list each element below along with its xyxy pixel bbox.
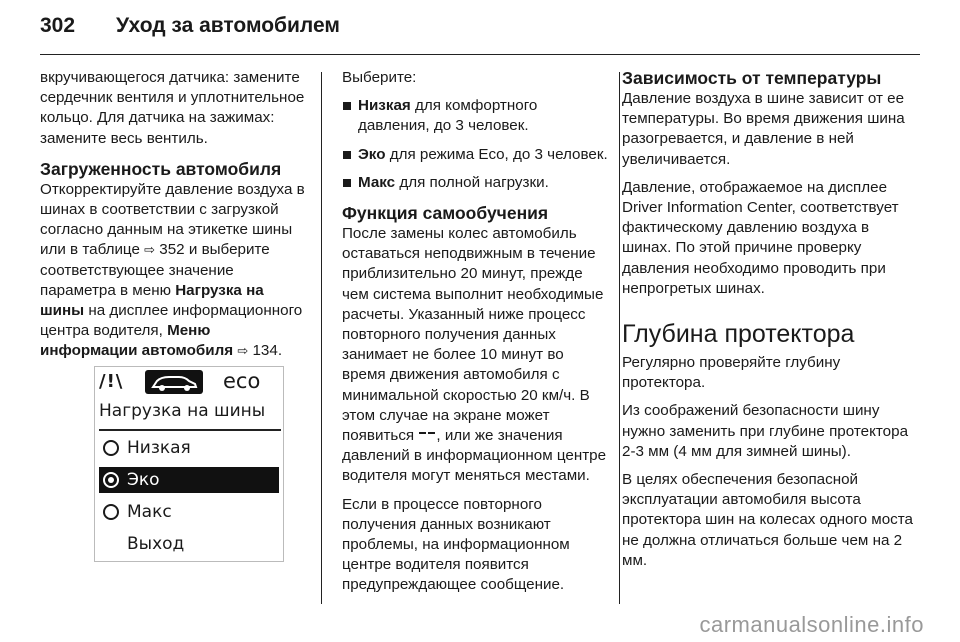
page-reference: 352 bbox=[159, 241, 185, 259]
paragraph: Из соображений безопасности шину нужно заменить при глубине протектора 2-3 мм (4 мм для зимней шины). bbox=[622, 402, 909, 460]
display-divider bbox=[99, 429, 281, 431]
reference-arrow-icon: ⇨ bbox=[237, 343, 249, 359]
list-item: Макс для полной нагрузки. bbox=[342, 173, 610, 193]
paragraph: Выберите: bbox=[342, 69, 417, 86]
dash-dash-symbol bbox=[418, 427, 436, 444]
display-title: Нагрузка на шины bbox=[99, 401, 266, 421]
section-heading-learn: Функция самообучения bbox=[342, 203, 549, 224]
display-illustration bbox=[94, 366, 284, 562]
warning-icon: /!\ bbox=[99, 371, 124, 392]
page-reference: 134. bbox=[252, 342, 283, 360]
display-option-eco: Эко bbox=[99, 467, 279, 493]
menu-name: Нагрузка на шины bbox=[40, 281, 264, 320]
radio-icon bbox=[103, 440, 119, 456]
display-option-max: Макс bbox=[99, 499, 279, 525]
paragraph: Откорректируйте давление воздуха в шинах в соответствии с загрузкой согласно данным на этикетке шины или в таблице ⇨ 352 и выберите соответствующее значение параметра в меню Нагрузка на шины на дисплее информационного центра водителя, Меню информации автомобиля ⇨ 134. bbox=[40, 180, 305, 360]
section-heading-temperature: Зависимость от температуры bbox=[622, 68, 882, 88]
paragraph: Давление воздуха в шине зависит от ее температуры. Во время движения шина разогревается, и давление в ней увеличивается. bbox=[622, 90, 905, 168]
page-number: 302 bbox=[40, 14, 76, 37]
reference-arrow-icon: ⇨ bbox=[144, 242, 156, 258]
option-list bbox=[342, 96, 610, 193]
page-title: Уход за автомобилем bbox=[116, 14, 340, 37]
header-rule bbox=[40, 54, 920, 55]
column-divider-1 bbox=[321, 72, 322, 604]
display-option-low: Низкая bbox=[99, 435, 279, 461]
menu-name: Меню информации автомобиля bbox=[40, 322, 234, 360]
paragraph: вкручивающегося датчика: замените сердечник вентиля и уплотнительное кольцо. Для датчика на зажимах: замените весь вентиль. bbox=[40, 69, 305, 147]
watermark: carmanualsonline.info bbox=[699, 612, 924, 637]
paragraph: Регулярно проверяйте глубину протектора. bbox=[622, 354, 841, 392]
column-3 bbox=[622, 68, 922, 579]
display-top-bar bbox=[95, 367, 283, 397]
page-header bbox=[40, 14, 920, 54]
paragraph: Давление, отображаемое на дисплее Driver Information Center, соответствует фактическому давлению воздуха в шинах. По этой причине проверку давления необходимо проводить при непрогретых шинах. bbox=[622, 178, 899, 297]
list-item: Низкая для комфортного давления, до 3 человек. bbox=[342, 96, 610, 136]
list-item: Эко для режима Eco, до 3 человек. bbox=[342, 145, 610, 165]
car-icon bbox=[145, 370, 203, 394]
column-1 bbox=[40, 68, 308, 370]
section-heading-load: Загруженность автомобиля bbox=[40, 158, 282, 179]
radio-icon bbox=[103, 504, 119, 520]
section-heading-tread-depth: Глубина протектора bbox=[622, 320, 855, 349]
display-option-exit: Выход bbox=[127, 534, 185, 554]
paragraph: После замены колес автомобиль оставаться неподвижным в течение приблизительно 20 минут, прежде чем система выполнит необходимые расчеты. Указанный ниже процесс повторного получения данных занимает не более 10 минут во время движения автомобиля с минимальной скоростью 20 км/ч. В этом случае на экране может появиться , или же значения давлений в информационном центре водителя могут меняться местами. bbox=[342, 225, 607, 485]
paragraph: В целях обеспечения безопасной эксплуатации автомобиля высота протектора шин на колесах одного моста не должна отличаться больше чем на 2 мм. bbox=[622, 471, 913, 569]
eco-label: eco bbox=[223, 369, 261, 393]
paragraph: Если в процессе повторного получения данных возникают проблемы, на информационном центре водителя появится предупреждающее сообщение. bbox=[342, 495, 570, 594]
column-2 bbox=[342, 68, 610, 604]
column-divider-2 bbox=[619, 72, 620, 604]
radio-selected-icon bbox=[103, 472, 119, 488]
